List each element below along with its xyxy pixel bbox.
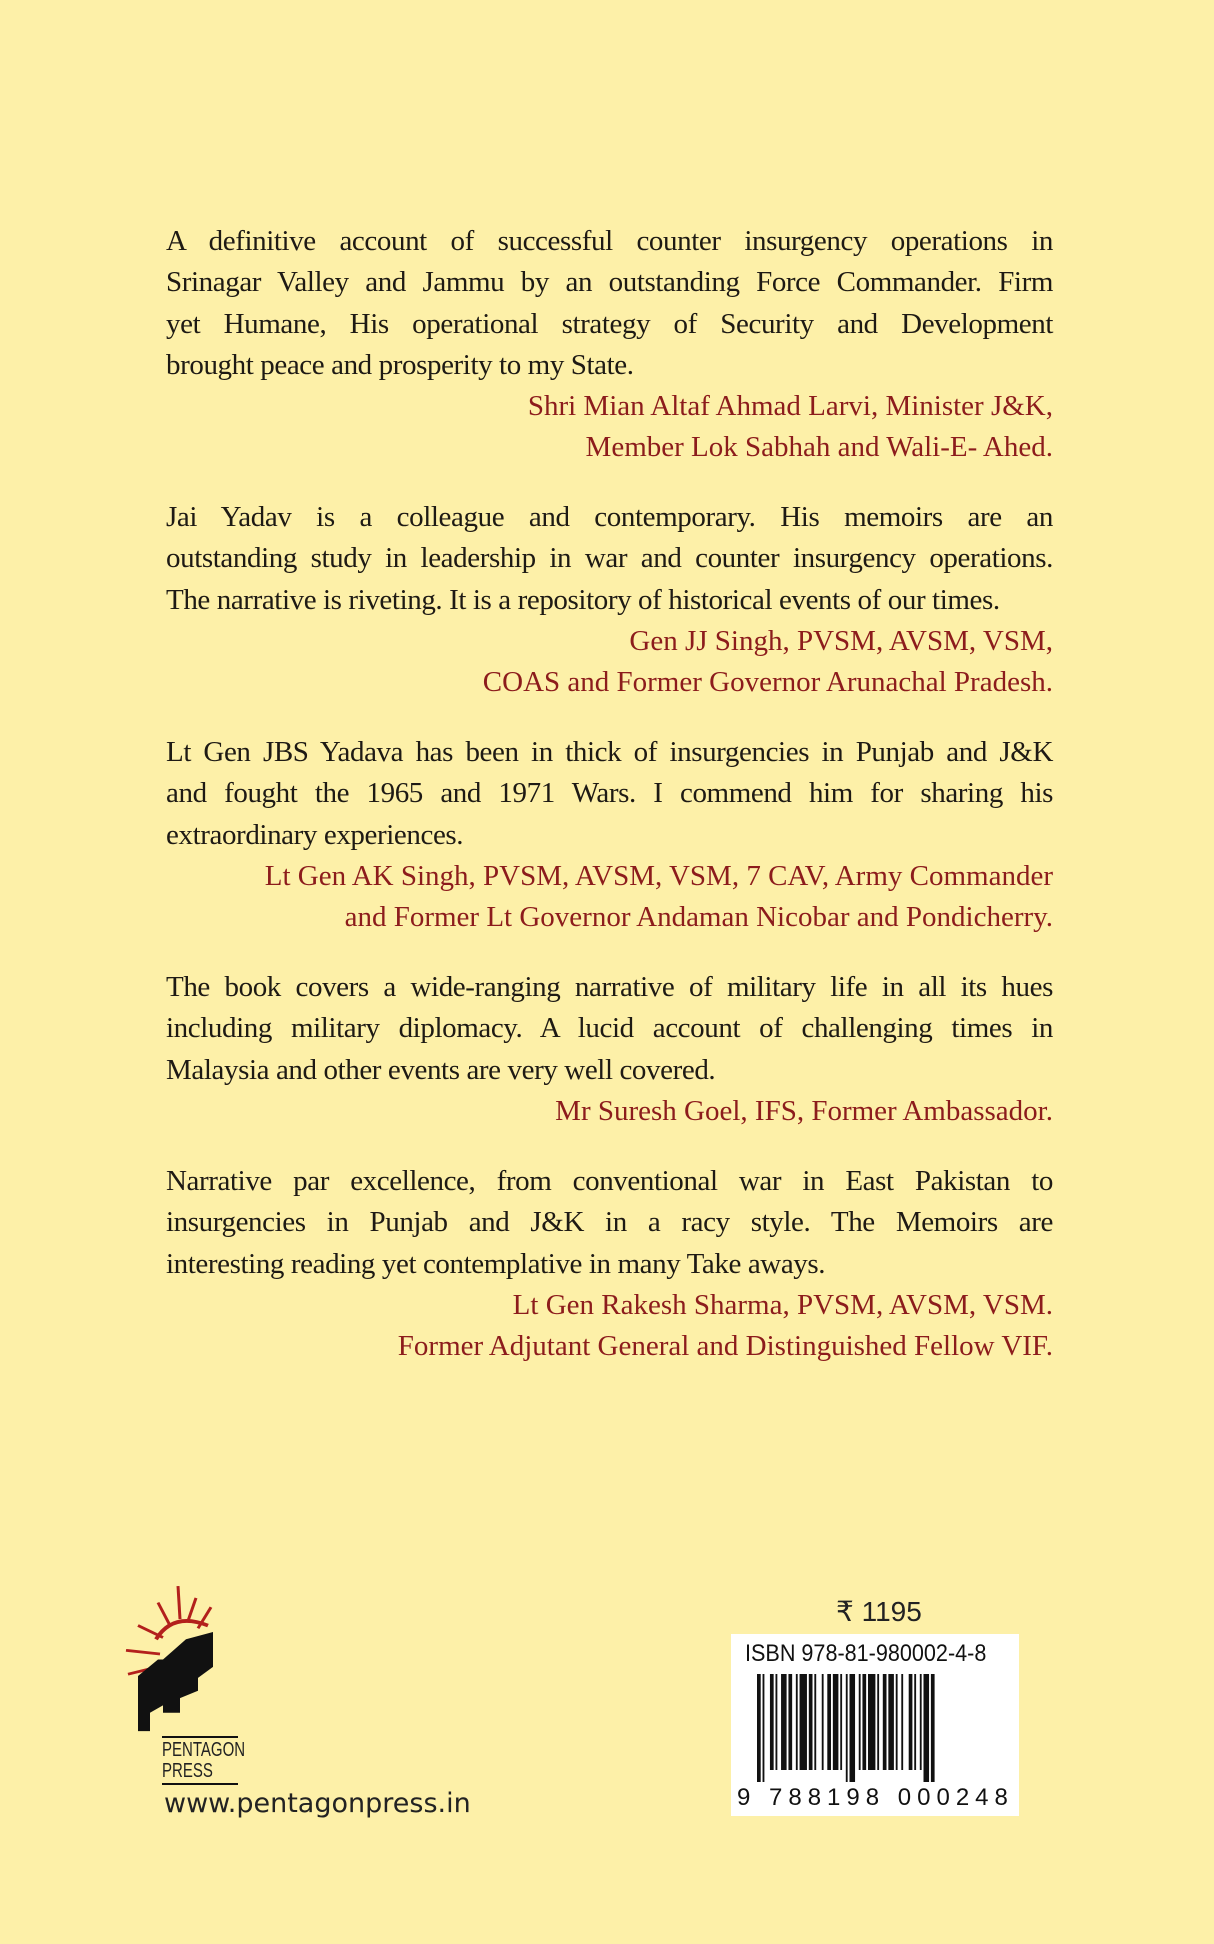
barcode-bar [924, 1674, 930, 1782]
testimonial-line: Narrative par excellence, from conventional war in East Pakistan to [166, 1165, 1053, 1197]
barcode-bar [788, 1674, 792, 1770]
pp-mark-icon [138, 1632, 213, 1731]
barcode-bar [814, 1674, 816, 1770]
barcode-bar [770, 1674, 774, 1770]
barcode-bar [781, 1674, 787, 1770]
barcode-bar [862, 1674, 866, 1770]
testimonial [166, 732, 1053, 938]
testimonial-line: Srinagar Valley and Jammu by an outstanding Force Commander. Firm [166, 266, 1053, 299]
testimonial-line: A definitive account of successful counter insurgency operations in [166, 225, 1053, 257]
barcode-bar [931, 1674, 935, 1782]
testimonial-line: outstanding study in leadership in war and counter insurgency operations. [166, 542, 1053, 575]
testimonial [166, 1161, 1053, 1367]
testimonial-attribution: COAS and Former Governor Arunachal Pradesh. [482, 666, 1053, 699]
testimonial-line: yet Humane, His operational strategy of Security and Development [166, 307, 1053, 340]
barcode-bar [757, 1674, 761, 1782]
barcode-bar [763, 1674, 765, 1782]
testimonial-line: The narrative is riveting. It is a repository of historical events of our times. [166, 583, 1000, 616]
barcode-bar [883, 1674, 887, 1770]
logo-underline [162, 1783, 238, 1785]
testimonial [166, 497, 1053, 703]
isbn: ISBN 978-81-980002-4-8 [745, 1640, 987, 1667]
barcode-digits: 9 788198 000248 [737, 1784, 1014, 1811]
testimonial-line: Jai Yadav is a colleague and contemporary. His memoirs are an [166, 501, 1053, 533]
barcode-bar [901, 1674, 903, 1770]
testimonial-line: and fought the 1965 and 1971 Wars. I commend him for sharing his [166, 777, 1053, 810]
testimonial [166, 221, 1053, 469]
testimonial-line: brought peace and prosperity to my State. [166, 348, 634, 381]
barcode-bar [914, 1674, 916, 1770]
barcode-bar [868, 1674, 875, 1770]
price: ₹ 1195 [836, 1596, 922, 1627]
testimonial-line: insurgencies in Punjab and J&K in a racy style. The Memoirs are [166, 1206, 1053, 1239]
barcode-bar [850, 1674, 856, 1782]
testimonial-line: extraordinary experiences. [166, 818, 464, 851]
testimonial-attribution: Member Lok Sabhah and Wali-E- Ahed. [585, 431, 1053, 464]
barcode-bar [909, 1674, 913, 1770]
logo-overline [162, 1736, 238, 1738]
barcode-bar [840, 1674, 842, 1770]
barcode-icon [757, 1674, 1007, 1782]
publisher-website[interactable]: www.pentagonpress.in [164, 1788, 471, 1819]
testimonial-attribution: Former Adjutant General and Distinguished Fellow VIF. [397, 1330, 1053, 1363]
barcode-bar [822, 1674, 824, 1770]
testimonial [166, 967, 1053, 1132]
testimonial-attribution: and Former Lt Governor Andaman Nicobar and Pondicherry. [344, 901, 1053, 934]
testimonial-attribution: Lt Gen AK Singh, PVSM, AVSM, VSM, 7 CAV, Army Commander [264, 859, 1053, 892]
barcode-bar [859, 1674, 861, 1770]
testimonial-line: Malaysia and other events are very well covered. [166, 1053, 716, 1086]
barcode-bar [896, 1674, 898, 1770]
logo-text-pentagon: PENTAGON [162, 1739, 246, 1761]
testimonial-attribution: Lt Gen Rakesh Sharma, PVSM, AVSM, VSM. [512, 1288, 1053, 1321]
testimonial-line: The book covers a wide-ranging narrative of military life in all its hues [166, 971, 1053, 1003]
barcode-bar [827, 1674, 831, 1770]
barcode-bar [888, 1674, 894, 1770]
barcode-bar [846, 1674, 848, 1782]
testimonial-attribution: Gen JJ Singh, PVSM, AVSM, VSM, [629, 624, 1053, 657]
pentagon-press-logo [118, 1575, 248, 1733]
barcode-bar [800, 1674, 807, 1770]
testimonial-line: including military diplomacy. A lucid account of challenging times in [166, 1012, 1053, 1045]
testimonial-attribution: Mr Suresh Goel, IFS, Former Ambassador. [555, 1094, 1053, 1127]
logo-text-press: PRESS [162, 1760, 213, 1782]
barcode-bar [776, 1674, 778, 1770]
testimonial-attribution: Shri Mian Altaf Ahmad Larvi, Minister J&K, [527, 390, 1053, 423]
barcode-bar [796, 1674, 798, 1770]
barcode-label [731, 1634, 1019, 1816]
testimonial-line: Lt Gen JBS Yadava has been in thick of insurgencies in Punjab and J&K [166, 736, 1053, 768]
barcode-bar [877, 1674, 879, 1770]
testimonial-line: interesting reading yet contemplative in many Take aways. [166, 1247, 826, 1280]
barcode-bar [809, 1674, 813, 1770]
barcode-bar [833, 1674, 839, 1770]
barcode-bar [920, 1674, 922, 1770]
